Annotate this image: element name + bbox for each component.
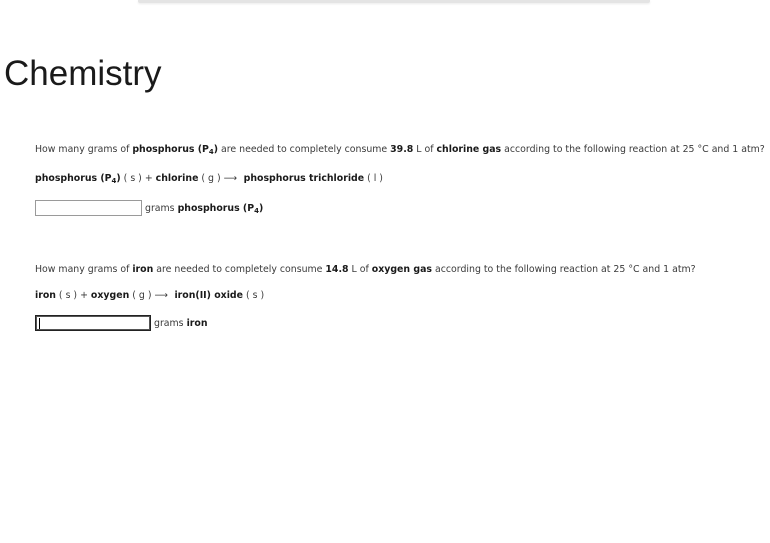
q1-eq-reactant-1 [35,173,121,184]
q2-text-b: are needed to completely consume [153,264,326,275]
q1-eq-state-2: ( g ) [198,173,224,184]
question-2-answer-row [35,315,208,331]
q1-text-d: according to the following reaction at 25 °C and 1 atm? [501,144,765,155]
q1-eq-reactant-2: chlorine [155,173,199,184]
q1-substance [132,144,218,155]
q2-answer-input[interactable] [35,315,151,331]
q2-amount: 14.8 [325,264,349,275]
text-caret [39,318,40,329]
q1-substance-close: ) [213,144,219,155]
q2-gas: oxygen gas [371,264,432,275]
q1-unit-subscript: 4 [254,206,259,215]
q2-text-c: L of [348,264,372,275]
q2-text-a: How many grams of [35,264,133,275]
q2-eq-state-2: ( g ) [129,290,155,301]
q1-eq-reactant-1-name: phosphorus (P [35,173,112,184]
q1-answer-input[interactable] [35,200,142,216]
q1-amount: 39.8 [390,144,414,155]
top-scroll-bar [138,0,650,3]
question-1-answer-row [35,200,263,216]
q1-gas: chlorine gas [436,144,502,155]
question-2-text [35,264,696,275]
q1-unit-close: ) [258,202,264,214]
q2-substance: iron [132,264,154,275]
q2-text-d: according to the following reaction at 25 °C and 1 atm? [431,264,696,275]
q1-text-b: are needed to completely consume [218,144,391,155]
q1-eq-reactant-1-subscript: 4 [111,177,117,185]
q1-unit-substance [178,203,264,214]
q2-eq-state-3: ( s ) [243,290,265,301]
q1-text-a: How many grams of [35,144,133,155]
question-1-equation [35,173,383,184]
q2-eq-state-1: ( s ) + [55,290,91,301]
q1-eq-state-3: ( l ) [364,173,383,184]
q1-eq-reactant-1-close: ) [116,173,121,184]
q1-unit-prefix: grams [145,202,175,214]
q1-substance-name: phosphorus (P [132,144,209,155]
q2-eq-product: iron(II) oxide [174,290,243,301]
question-1-text [35,144,765,155]
page-title: Chemistry [4,54,162,93]
reaction-arrow-icon [224,173,244,184]
reaction-arrow-icon [154,290,174,301]
q2-unit-prefix: grams [154,317,184,329]
q1-text-c: L of [413,144,437,155]
q1-substance-subscript: 4 [208,148,214,156]
question-2-equation [35,290,264,301]
q2-eq-reactant-1: iron [35,290,56,301]
q1-eq-state-1: ( s ) + [120,173,156,184]
q1-unit-substance-name: phosphorus (P [177,202,255,214]
q2-unit-substance: iron [186,317,208,329]
q1-eq-product: phosphorus trichloride [243,173,365,184]
q2-eq-reactant-2: oxygen [90,290,130,301]
